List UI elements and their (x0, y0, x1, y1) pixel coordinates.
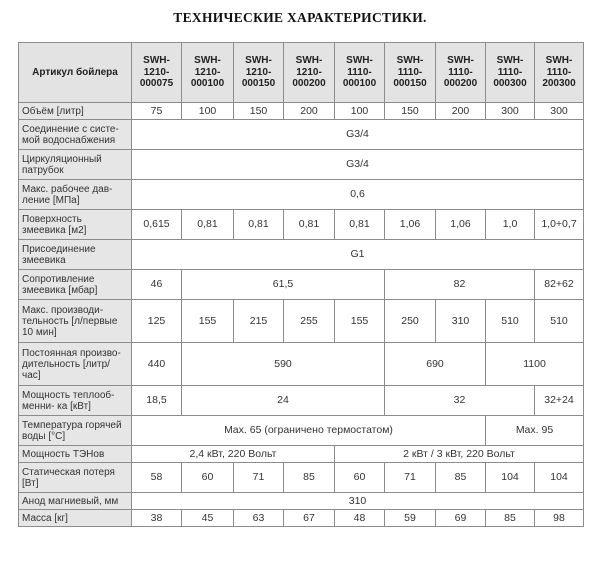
row-label: Присоединение змеевика (19, 240, 132, 270)
row-value-cell: 510 (535, 300, 584, 343)
row-value-cell: 85 (486, 510, 535, 527)
row-value-cell: 690 (385, 343, 486, 386)
row-label: Сопротивление змеевика [мбар] (19, 270, 132, 300)
header-model-1 (132, 43, 182, 103)
row-label: Статическая потеря [Вт] (19, 463, 132, 493)
model-code-part: SWH- (545, 55, 573, 67)
row-label: Поверхность змеевика [м2] (19, 210, 132, 240)
row-value-cell: 61,5 (182, 270, 385, 300)
row-value-cell: 0,81 (284, 210, 335, 240)
table-row (19, 416, 584, 446)
row-label: Постоянная произво- дительность [литр/ час] (19, 343, 132, 386)
model-code-part: SWH- (143, 55, 170, 67)
header-model-4 (284, 43, 335, 103)
row-value-cell: 0,81 (335, 210, 385, 240)
header-model-9 (535, 43, 584, 103)
table-row (19, 463, 584, 493)
row-value-cell: 82 (385, 270, 535, 300)
model-code-part: 1210- (143, 66, 170, 78)
model-code-part: 000075 (139, 78, 174, 90)
row-value-cell: 200 (436, 103, 486, 120)
row-value-cell: G1 (132, 240, 584, 270)
row-value-cell: 0,81 (182, 210, 234, 240)
table-row (19, 103, 584, 120)
row-value-cell: 48 (335, 510, 385, 527)
model-code-part: 200300 (542, 78, 576, 90)
header-row (19, 43, 584, 103)
row-value-cell: 215 (234, 300, 284, 343)
model-code-part: 1110- (397, 66, 423, 78)
row-value-cell: 82+62 (535, 270, 584, 300)
model-code-part: 1110- (347, 66, 372, 78)
row-value-cell: G3/4 (132, 150, 584, 180)
model-code-part: 000200 (443, 78, 478, 90)
model-code-part: 000150 (393, 78, 427, 90)
model-code-part: 000150 (241, 78, 276, 90)
table-row (19, 120, 584, 150)
row-value-cell: 104 (535, 463, 584, 493)
specs-table (18, 42, 584, 527)
row-value-cell: 1,06 (385, 210, 436, 240)
row-value-cell: 18,5 (132, 386, 182, 416)
header-model-5 (335, 43, 385, 103)
row-value-cell: 71 (385, 463, 436, 493)
model-code-part: SWH- (496, 55, 524, 67)
row-value-cell: 310 (436, 300, 486, 343)
header-model-6 (385, 43, 436, 103)
row-value-cell: 69 (436, 510, 486, 527)
row-value-cell: 46 (132, 270, 182, 300)
model-code-part: 1210- (296, 66, 322, 78)
table-body (19, 103, 584, 527)
header-model-7 (436, 43, 486, 103)
model-code-part: SWH- (295, 55, 323, 67)
row-label: Мощность ТЭНов (19, 446, 132, 463)
row-value-cell: G3/4 (132, 120, 584, 150)
row-value-cell: 590 (182, 343, 385, 386)
row-value-cell: 58 (132, 463, 182, 493)
row-value-cell: 0,615 (132, 210, 182, 240)
model-code-part: SWH- (346, 55, 373, 67)
row-value-cell: 1,0 (486, 210, 535, 240)
model-code-part: 1210- (194, 66, 221, 78)
row-value-cell: 300 (535, 103, 584, 120)
row-value-cell: 38 (132, 510, 182, 527)
row-label: Циркуляционный патрубок (19, 150, 132, 180)
row-value-cell: 63 (234, 510, 284, 527)
row-label: Макс. производи- тельность [л/первые 10 мин] (19, 300, 132, 343)
row-value-cell: 200 (284, 103, 335, 120)
row-value-cell: 2,4 кВт, 220 Вольт (132, 446, 335, 463)
row-label: Температура горячей воды [°С] (19, 416, 132, 446)
table-row (19, 493, 584, 510)
row-value-cell: 2 кВт / 3 кВт, 220 Вольт (335, 446, 584, 463)
row-value-cell: 155 (335, 300, 385, 343)
row-value-cell: 32 (385, 386, 535, 416)
table-row (19, 270, 584, 300)
row-label: Объём [литр] (19, 103, 132, 120)
model-code-part: 1110- (546, 66, 572, 78)
table-row (19, 210, 584, 240)
table-row (19, 446, 584, 463)
row-value-cell: Max. 65 (ограничено термостатом) (132, 416, 486, 446)
header-model-3 (234, 43, 284, 103)
row-value-cell: 75 (132, 103, 182, 120)
model-code-part: 000200 (292, 78, 326, 90)
row-value-cell: 100 (182, 103, 234, 120)
row-value-cell: 98 (535, 510, 584, 527)
row-value-cell: 510 (486, 300, 535, 343)
row-value-cell: 60 (335, 463, 385, 493)
row-value-cell: 150 (385, 103, 436, 120)
table-row (19, 386, 584, 416)
row-value-cell: 24 (182, 386, 385, 416)
model-code-part: SWH- (396, 55, 424, 67)
row-value-cell: 67 (284, 510, 335, 527)
row-label: Масса [кг] (19, 510, 132, 527)
row-value-cell: 1,0+0,7 (535, 210, 584, 240)
row-value-cell: 1100 (486, 343, 584, 386)
row-value-cell: 1,06 (436, 210, 486, 240)
model-code-part: 000300 (493, 78, 527, 90)
model-code-part: 000100 (190, 78, 225, 90)
row-value-cell: Max. 95 (486, 416, 584, 446)
row-value-cell: 100 (335, 103, 385, 120)
model-code-part: 1110- (497, 66, 523, 78)
row-value-cell: 440 (132, 343, 182, 386)
row-value-cell: 310 (132, 493, 584, 510)
header-model-8 (486, 43, 535, 103)
table-row (19, 510, 584, 527)
row-value-cell: 85 (284, 463, 335, 493)
table-row (19, 150, 584, 180)
model-code-part: SWH- (245, 55, 272, 67)
row-value-cell: 250 (385, 300, 436, 343)
row-value-cell: 104 (486, 463, 535, 493)
row-label: Мощность теплооб- менни- ка [кВт] (19, 386, 132, 416)
row-value-cell: 0,6 (132, 180, 584, 210)
row-value-cell: 0,81 (234, 210, 284, 240)
row-label: Макс. рабочее дав- ление [МПа] (19, 180, 132, 210)
model-code-part: 1110- (448, 66, 473, 78)
row-value-cell: 32+24 (535, 386, 584, 416)
row-value-cell: 60 (182, 463, 234, 493)
row-value-cell: 71 (234, 463, 284, 493)
row-label: Соединение с систе- мой водоснабжения (19, 120, 132, 150)
model-code-part: SWH- (447, 55, 474, 67)
header-article-label: Артикул бойлера (19, 43, 132, 103)
model-code-part: 000100 (342, 78, 377, 90)
header-model-2 (182, 43, 234, 103)
table-row (19, 343, 584, 386)
row-value-cell: 155 (182, 300, 234, 343)
row-label: Анод магниевый, мм (19, 493, 132, 510)
model-code-part: SWH- (194, 55, 221, 67)
model-code-part: 1210- (245, 66, 272, 78)
row-value-cell: 45 (182, 510, 234, 527)
table-row (19, 300, 584, 343)
row-value-cell: 300 (486, 103, 535, 120)
table-row (19, 180, 584, 210)
row-value-cell: 255 (284, 300, 335, 343)
table-row (19, 240, 584, 270)
row-value-cell: 125 (132, 300, 182, 343)
row-value-cell: 150 (234, 103, 284, 120)
row-value-cell: 59 (385, 510, 436, 527)
row-value-cell: 85 (436, 463, 486, 493)
page-title: ТЕХНИЧЕСКИЕ ХАРАКТЕРИСТИКИ. (173, 10, 427, 25)
